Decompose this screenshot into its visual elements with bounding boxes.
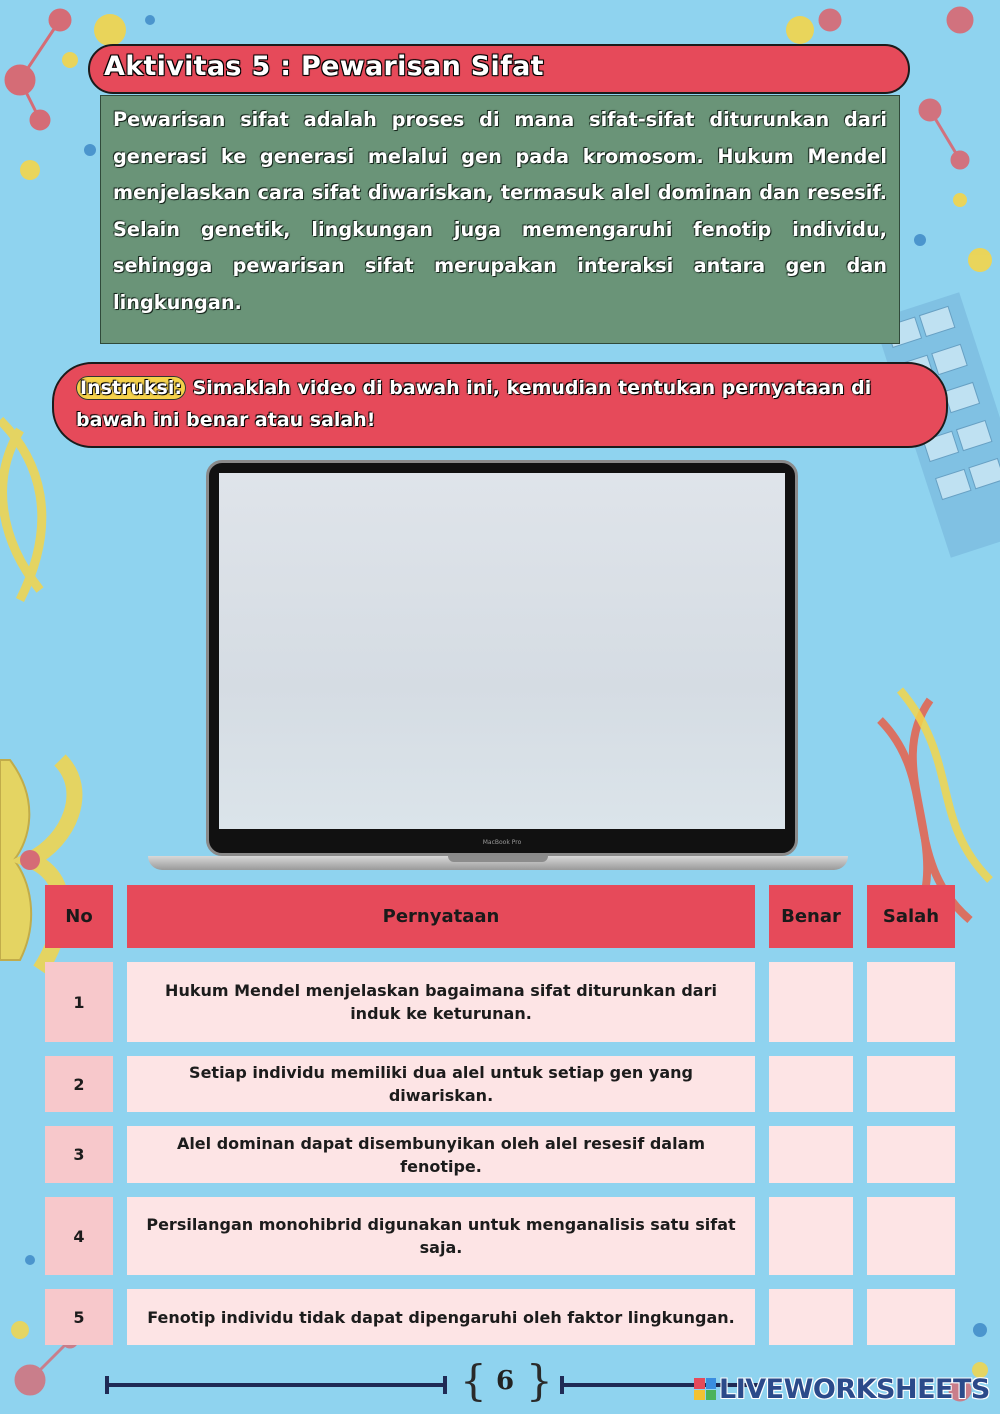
answer-true-box[interactable]: [769, 1197, 853, 1275]
statement-cell: Setiap individu memiliki dua alel untuk setiap gen yang diwariskan.: [127, 1056, 755, 1112]
row-number: 2: [45, 1056, 113, 1112]
answer-false-box[interactable]: [867, 1126, 955, 1183]
row-number: 1: [45, 962, 113, 1042]
statement-cell: Persilangan monohibrid digunakan untuk menganalisis satu sifat saja.: [127, 1197, 755, 1275]
answer-false-box[interactable]: [867, 1197, 955, 1275]
activity-title: Aktivitas 5 : Pewarisan Sifat: [104, 51, 544, 82]
header-no: No: [45, 885, 113, 948]
liveworksheets-logo-icon: [694, 1378, 716, 1400]
instruction-label: Instruksi:: [76, 376, 186, 400]
activity-title-bar: [88, 44, 910, 94]
liveworksheets-brand[interactable]: [694, 1372, 990, 1406]
molecule-icon: [6, 10, 70, 129]
dna-helix-icon: [0, 420, 42, 600]
brace-left-icon: {: [460, 1356, 487, 1405]
video-screen[interactable]: [219, 473, 785, 829]
brand-text: LIVEWORKSHEETS: [719, 1373, 990, 1405]
header-statement: Pernyataan: [127, 885, 755, 948]
instruction-text: [76, 372, 926, 436]
row-number: 5: [45, 1289, 113, 1345]
video-player[interactable]: [148, 460, 848, 872]
header-true: Benar: [769, 885, 853, 948]
laptop-brand-label: MacBook Pro: [482, 839, 522, 846]
statement-cell: Fenotip individu tidak dapat dipengaruhi oleh faktor lingkungan.: [127, 1289, 755, 1345]
footer-line-left: [105, 1383, 447, 1387]
answer-true-box[interactable]: [769, 1126, 853, 1183]
row-number: 3: [45, 1126, 113, 1183]
answer-true-box[interactable]: [769, 1056, 853, 1112]
answer-true-box[interactable]: [769, 962, 853, 1042]
instruction-bar: [52, 362, 948, 448]
answer-false-box[interactable]: [867, 962, 955, 1042]
description-box: [100, 95, 900, 344]
answer-true-box[interactable]: [769, 1289, 853, 1345]
laptop-notch: [448, 856, 548, 862]
laptop-icon: [206, 460, 798, 856]
answer-false-box[interactable]: [867, 1056, 955, 1112]
row-number: 4: [45, 1197, 113, 1275]
answer-false-box[interactable]: [867, 1289, 955, 1345]
header-false: Salah: [867, 885, 955, 948]
instruction-body: Simaklah video di bawah ini, kemudian tentukan pernyataan di bawah ini benar atau salah!: [76, 377, 872, 431]
description-text: Pewarisan sifat adalah proses di mana sifat-sifat diturunkan dari generasi ke generasi melalui gen pada kromosom. Hukum Mendel menjelaskan cara sifat diwariskan, termasuk alel dominan dan resesif. Selain genetik, lingkungan juga memengaruhi fenotip individu, sehingga pewarisan sifat merupakan interaksi antara gen dan lingkungan.: [113, 108, 887, 314]
page-number: 6: [495, 1366, 515, 1396]
brace-right-icon: }: [526, 1356, 553, 1405]
statement-cell: Hukum Mendel menjelaskan bagaimana sifat diturunkan dari induk ke keturunan.: [127, 962, 755, 1042]
footer-line-cap: [443, 1376, 447, 1394]
statement-cell: Alel dominan dapat disembunyikan oleh alel resesif dalam fenotipe.: [127, 1126, 755, 1183]
